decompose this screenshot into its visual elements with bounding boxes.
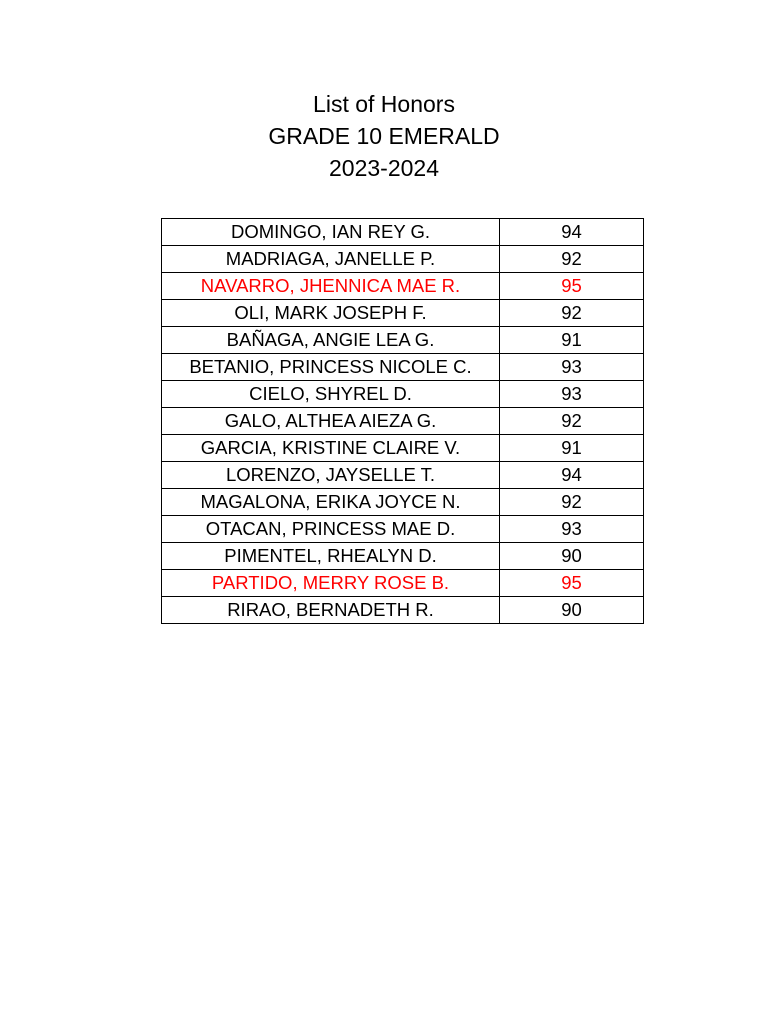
table-row: [162, 327, 644, 354]
student-name-cell: RIRAO, BERNADETH R.: [162, 597, 500, 624]
student-grade-cell: 90: [500, 597, 644, 624]
student-grade-cell: 93: [500, 381, 644, 408]
table-row: [162, 543, 644, 570]
student-name-cell: MAGALONA, ERIKA JOYCE N.: [162, 489, 500, 516]
table-row: [162, 597, 644, 624]
student-grade-cell: 95: [500, 273, 644, 300]
student-name-cell: LORENZO, JAYSELLE T.: [162, 462, 500, 489]
table-row: [162, 408, 644, 435]
student-grade-cell: 92: [500, 246, 644, 273]
student-grade-cell: 94: [500, 219, 644, 246]
student-grade-cell: 92: [500, 408, 644, 435]
title-line-school-year: 2023-2024: [329, 155, 439, 181]
student-grade-cell: 93: [500, 354, 644, 381]
student-grade-cell: 90: [500, 543, 644, 570]
student-name-cell: MADRIAGA, JANELLE P.: [162, 246, 500, 273]
title-line-section: GRADE 10 EMERALD: [268, 123, 500, 149]
document-title: [0, 88, 768, 184]
student-name-cell: GARCIA, KRISTINE CLAIRE V.: [162, 435, 500, 462]
table-row: [162, 516, 644, 543]
student-name-cell: PARTIDO, MERRY ROSE B.: [162, 570, 500, 597]
student-grade-cell: 93: [500, 516, 644, 543]
title-line-list-of-honors: List of Honors: [313, 91, 455, 117]
student-grade-cell: 91: [500, 327, 644, 354]
table-row: [162, 273, 644, 300]
student-grade-cell: 95: [500, 570, 644, 597]
student-grade-cell: 92: [500, 489, 644, 516]
table-row: [162, 246, 644, 273]
student-name-cell: PIMENTEL, RHEALYN D.: [162, 543, 500, 570]
honors-table-body: [162, 219, 644, 624]
table-row: [162, 462, 644, 489]
student-name-cell: BETANIO, PRINCESS NICOLE C.: [162, 354, 500, 381]
student-grade-cell: 91: [500, 435, 644, 462]
student-name-cell: CIELO, SHYREL D.: [162, 381, 500, 408]
table-row: [162, 219, 644, 246]
student-grade-cell: 94: [500, 462, 644, 489]
table-row: [162, 570, 644, 597]
student-name-cell: OTACAN, PRINCESS MAE D.: [162, 516, 500, 543]
table-row: [162, 354, 644, 381]
table-row: [162, 381, 644, 408]
table-row: [162, 435, 644, 462]
table-row: [162, 300, 644, 327]
student-name-cell: GALO, ALTHEA AIEZA G.: [162, 408, 500, 435]
student-name-cell: NAVARRO, JHENNICA MAE R.: [162, 273, 500, 300]
student-name-cell: DOMINGO, IAN REY G.: [162, 219, 500, 246]
table-row: [162, 489, 644, 516]
honors-table: [161, 218, 644, 624]
student-name-cell: BAÑAGA, ANGIE LEA G.: [162, 327, 500, 354]
student-grade-cell: 92: [500, 300, 644, 327]
student-name-cell: OLI, MARK JOSEPH F.: [162, 300, 500, 327]
